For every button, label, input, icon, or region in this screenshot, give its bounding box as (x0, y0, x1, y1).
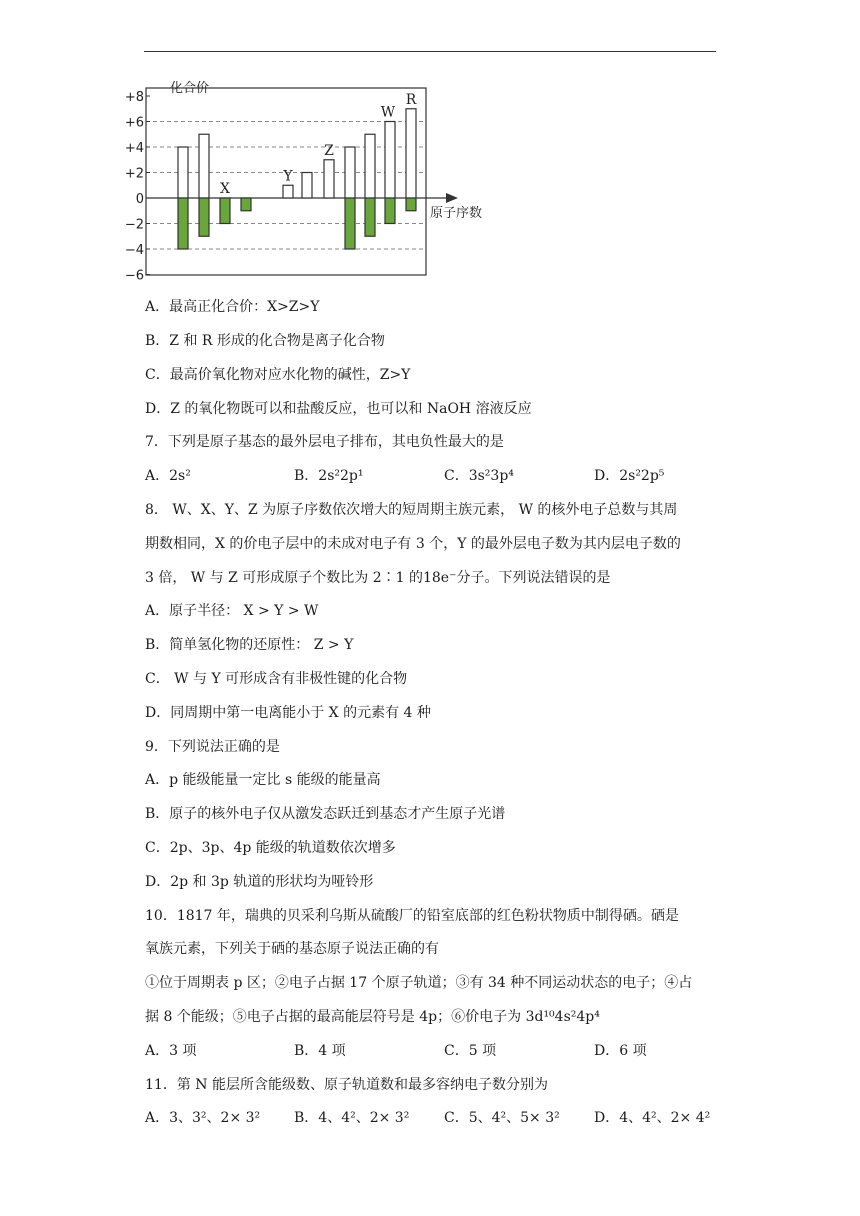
y-tick-label: −6 (124, 268, 144, 284)
q7-option-d: D．2s²2p⁵ (594, 468, 665, 484)
bar-negative (345, 198, 355, 249)
x-axis-label: 原子序数 (430, 206, 483, 221)
y-tick-label: −4 (124, 243, 144, 258)
q9-option-a: A．p 能级能量一定比 s 能级的能量高 (145, 772, 381, 788)
bar-positive (283, 185, 293, 198)
q7-option-a: A．2s² (145, 468, 191, 484)
y-tick-label: +6 (124, 115, 144, 131)
bar-positive (302, 173, 312, 199)
bar-positive (385, 122, 395, 199)
bar-label: R (405, 91, 417, 108)
q9-stem: 9．下列说法正确的是 (145, 739, 280, 755)
q7-option-c: C．3s²3p⁴ (444, 468, 514, 484)
bar-positive (406, 109, 416, 198)
q10-option-d: D．6 项 (594, 1043, 647, 1059)
bar-positive (324, 160, 334, 198)
q7-option-b: B．2s²2p¹ (294, 468, 364, 484)
bar-negative (220, 198, 230, 224)
bar-negative (241, 198, 251, 211)
q8-option-d: D．同周期中第一电离能小于 X 的元素有 4 种 (145, 705, 431, 721)
q9-option-b: B．原子的核外电子仅从激发态跃迁到基态才产生原子光谱 (145, 806, 506, 822)
bar-label: W (380, 104, 396, 121)
q6-option-c: C．最高价氧化物对应水化物的碱性，Z>Y (145, 367, 411, 383)
q8-option-a: A．原子半径： X > Y > W (145, 603, 319, 619)
q7-stem: 7．下列是原子基态的最外层电子排布，其电负性最大的是 (145, 434, 504, 450)
q10-option-c: C．5 项 (444, 1043, 497, 1059)
q9-option-d: D．2p 和 3p 轨道的形状均为哑铃形 (145, 874, 374, 890)
y-axis-label: 化合价 (170, 81, 210, 96)
y-tick-label: 0 (135, 192, 144, 207)
q10-option-a: A．3 项 (145, 1043, 197, 1059)
bar-negative (406, 198, 416, 211)
q11-option-d: D．4、4²、2× 4² (594, 1110, 711, 1126)
q8-option-b: B．简单氢化物的还原性： Z > Y (145, 637, 354, 653)
q10-option-b: B．4 项 (294, 1043, 346, 1059)
bar-negative (178, 198, 188, 249)
q8-stem-line-3: 3 倍， W 与 Z 可形成原子个数比为 2∶1 的18e⁻分子。下列说法错误的是 (145, 570, 611, 586)
q10-stem-line-4: 据 8 个能级；⑤电子占据的最高能层符号是 4p；⑥价电子为 3d¹⁰4s²4p⁴ (145, 1009, 600, 1025)
q11-option-b: B．4、4²、2× 3² (294, 1110, 410, 1126)
bar-label: X (220, 181, 230, 197)
q11-option-a: A．3、3²、2× 3² (145, 1110, 261, 1126)
bar-positive (199, 134, 209, 198)
q10-stem-line-2: 氧族元素，下列关于硒的基态原子说法正确的有 (145, 941, 439, 957)
header-rule (144, 51, 716, 52)
y-tick-label: −2 (124, 217, 144, 233)
bar-label: Z (324, 142, 334, 159)
q9-option-c: C．2p、3p、4p 能级的轨道数依次增多 (145, 840, 396, 856)
bar-negative (385, 198, 395, 224)
bar-positive (178, 147, 188, 198)
valence-bar-chart (124, 78, 483, 284)
bar-label: Y (283, 168, 293, 185)
bar-positive (365, 134, 375, 198)
x-axis-arrow-icon (446, 193, 458, 203)
y-tick-label: +8 (124, 90, 144, 105)
bars (178, 92, 417, 249)
q8-option-c: C． W 与 Y 可形成含有非极性键的化合物 (145, 671, 408, 687)
q11-stem: 11．第 N 能层所含能级数、原子轨道数和最多容纳电子数分别为 (145, 1077, 548, 1093)
q8-stem-line-1: 8． W、X、Y、Z 为原子序数依次增大的短周期主族元素， W 的核外电子总数与其周 (145, 502, 678, 518)
q8-stem-line-2: 期数相同，X 的价电子层中的未成对电子有 3 个，Y 的最外层电子数为其内层电子数的 (145, 536, 681, 552)
y-tick-label: +4 (124, 141, 144, 156)
q10-stem-line-3: ①位于周期表 p 区；②电子占据 17 个原子轨道；③有 34 种不同运动状态的电子；④占 (145, 975, 693, 991)
q6-option-a: A．最高正化合价：X>Z>Y (145, 299, 320, 315)
q6-option-b: B．Z 和 R 形成的化合物是离子化合物 (145, 333, 385, 349)
q10-stem-line-1: 10．1817 年，瑞典的贝采利乌斯从硫酸厂的铅室底部的红色粉状物质中制得硒。硒是 (145, 908, 679, 924)
q6-option-d: D．Z 的氧化物既可以和盐酸反应，也可以和 NaOH 溶液反应 (145, 401, 532, 417)
y-tick-label: +2 (124, 166, 144, 182)
bar-negative (199, 198, 209, 236)
q11-option-c: C．5、4²、5× 3² (444, 1110, 560, 1126)
bar-positive (345, 147, 355, 198)
bar-negative (365, 198, 375, 236)
